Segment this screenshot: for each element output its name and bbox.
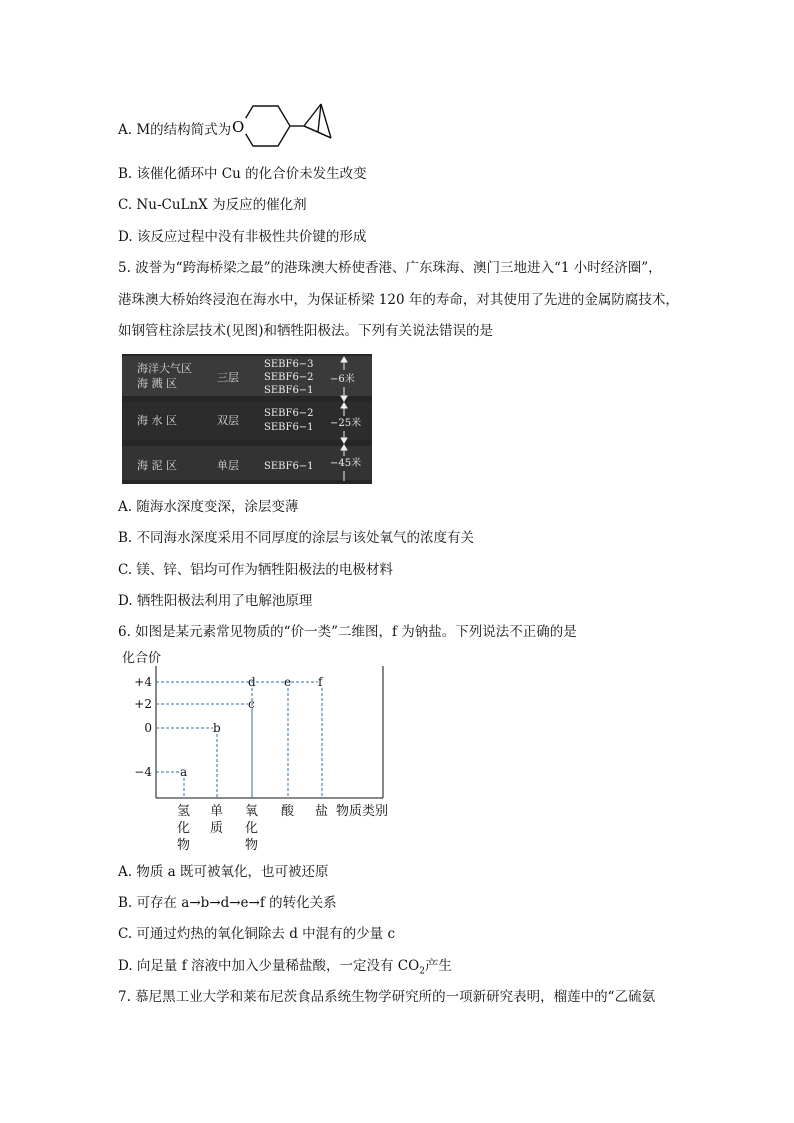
zone2-name: 海 水 区 [137, 414, 177, 427]
x-category-label: 酸 [281, 804, 295, 819]
point-a: a [180, 765, 188, 779]
zone2-code2: SEBF6−1 [264, 422, 314, 433]
zone1-depth: −6米 [330, 374, 355, 385]
svg-text:O: O [232, 118, 245, 136]
chart-svg [118, 648, 418, 858]
y-axis-label: 化合价 [122, 651, 162, 666]
option-a-text: A. M的结构简式为 [118, 122, 232, 138]
x-category-label: 物 [177, 838, 191, 853]
q6-option-d [118, 956, 452, 982]
zone2-layer: 双层 [217, 414, 239, 427]
q5-stem-line1: 5. 波誉为“跨海桥梁之最”的港珠澳大桥使香港、广东珠海、澳门三地进入“1 小时经济圈”， [118, 260, 662, 276]
point-b: b [213, 721, 221, 735]
q6-stem: 6. 如图是某元素常见物质的“价一类”二维图，f 为钠盐。下列说法不正确的是 [118, 624, 577, 640]
q5-option-a: A. 随海水深度变深，涂层变薄 [118, 499, 299, 515]
point-f: f [318, 675, 323, 689]
option-a-structure [118, 96, 378, 156]
q5-stem-line3: 如钢管柱涂层技术(见图)和牺牲阳极法。下列有关说法错误的是 [118, 323, 494, 339]
zone1-code3: SEBF6−1 [264, 385, 314, 396]
zone1-name1: 海洋大气区 [137, 362, 192, 375]
point-c: c [248, 697, 255, 711]
zone2-code1: SEBF6−2 [264, 408, 314, 419]
q6-option-c: C. 可通过灼热的氧化铜除去 d 中混有的少量 c [118, 926, 396, 942]
zone1-name2: 海 溅 区 [137, 377, 177, 390]
q4-option-b: B. 该催化循环中 Cu 的化合价未发生改变 [118, 166, 367, 182]
zone1-layer: 三层 [217, 371, 239, 384]
x-category-label: 氢 [177, 804, 191, 819]
y-tick-label: −4 [134, 765, 152, 779]
q5-stem-line2: 港珠澳大桥始终浸泡在海水中，为保证桥梁 120 年的寿命，对其使用了先进的金属防腐技术， [118, 292, 679, 308]
valence-class-chart [118, 648, 418, 858]
zone3-name: 海 泥 区 [137, 459, 177, 472]
y-tick-label: +4 [134, 675, 152, 689]
q5-option-c: C. 镁、锌、铝均可作为牺牲阳极法的电极材料 [118, 562, 393, 578]
zone3-code1: SEBF6−1 [264, 461, 314, 472]
zone1-code1: SEBF6−3 [264, 359, 314, 370]
q4-option-d: D. 该反应过程中没有非极性共价键的形成 [118, 229, 367, 245]
x-category-label: 化 [245, 821, 259, 836]
point-d: d [248, 675, 256, 689]
y-tick-label: 0 [144, 721, 152, 735]
q6-option-d-post: 产生 [424, 958, 452, 974]
zone3-layer: 单层 [217, 459, 239, 472]
q5-option-d: D. 牺牲阳极法利用了电解池原理 [118, 593, 313, 609]
q6-option-a: A. 物质 a 既可被氧化，也可被还原 [118, 864, 329, 880]
q6-option-b: B. 可存在 a→b→d→e→f 的转化关系 [118, 895, 337, 911]
x-category-label: 质 [210, 821, 224, 836]
spiro-structure-drawing [118, 96, 378, 156]
x-category-label: 盐 [315, 804, 329, 819]
zone2-depth: −25米 [330, 418, 362, 429]
x-category-label: 物 [245, 838, 259, 853]
q4-option-c: C. Nu-CuLnX 为反应的催化剂 [118, 197, 307, 213]
x-axis-label: 物质类别 [336, 804, 389, 819]
zone3-depth: −45米 [330, 458, 362, 469]
q7-stem: 7. 慕尼黑工业大学和莱布尼茨食品系统生物学研究所的一项新研究表明，榴莲中的“乙硫氨 [118, 989, 656, 1005]
q5-option-b: B. 不同海水深度采用不同厚度的涂层与该处氧气的浓度有关 [118, 530, 475, 546]
zone1-code2: SEBF6−2 [264, 372, 314, 383]
point-e: e [284, 675, 292, 689]
coating-photo [122, 354, 372, 484]
y-tick-label: +2 [134, 697, 152, 711]
x-category-label: 化 [177, 821, 191, 836]
q6-option-d-sub: 2 [419, 966, 425, 977]
x-category-label: 氧 [245, 804, 259, 819]
q6-option-d-pre: D. 向足量 f 溶液中加入少量稀盐酸，一定没有 CO [118, 958, 420, 974]
x-category-label: 单 [210, 804, 224, 819]
